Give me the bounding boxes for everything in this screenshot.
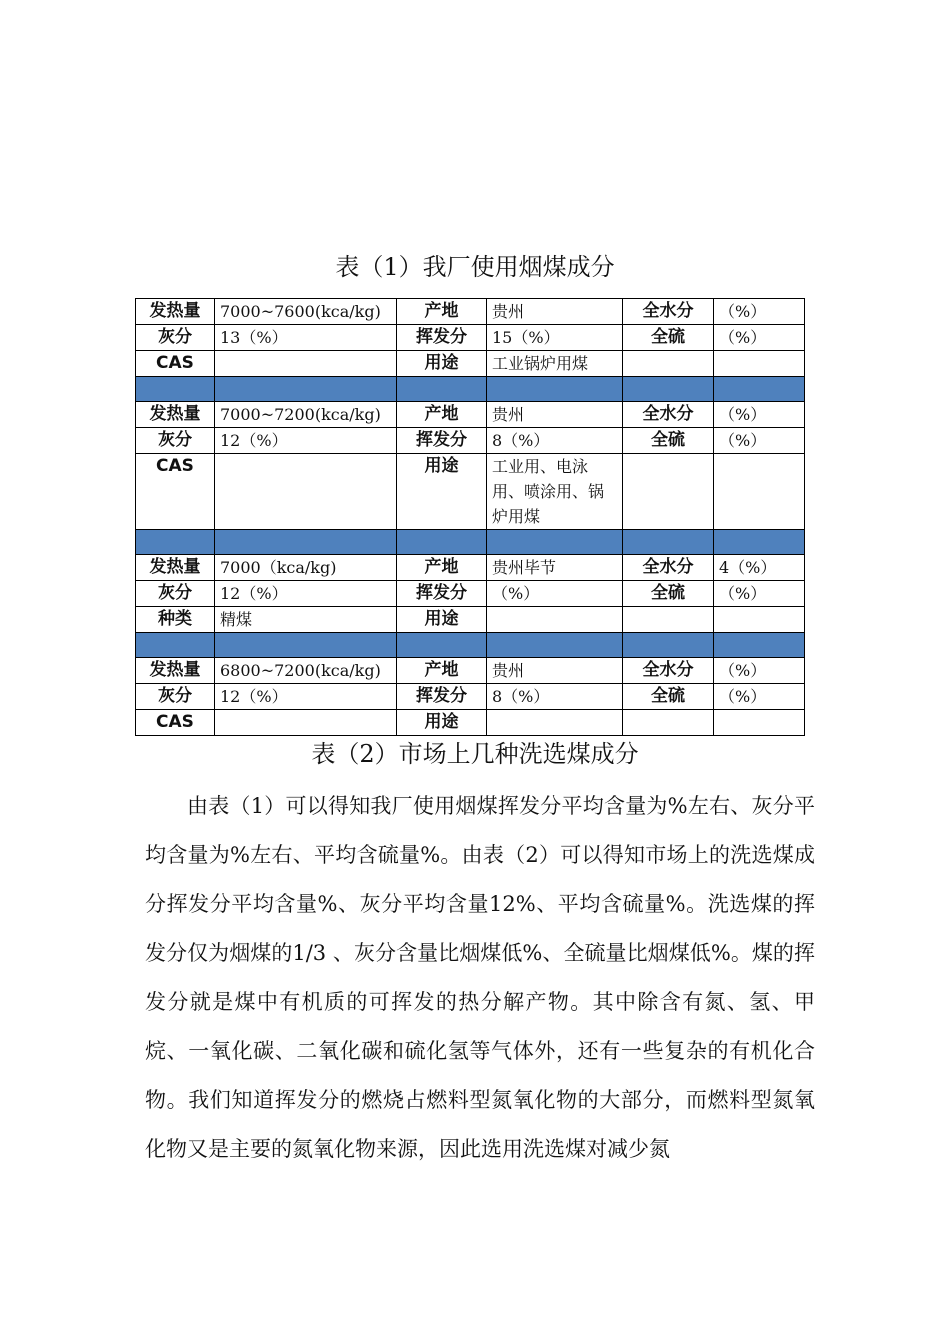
key-cell: 灰分 — [136, 684, 215, 710]
table-row — [136, 351, 805, 377]
value-cell — [714, 351, 805, 377]
table-row — [136, 555, 805, 581]
value-cell: 6800~7200(kca/kg) — [215, 658, 397, 684]
value-cell: 12（%） — [215, 428, 397, 454]
key-cell: 用途 — [397, 607, 487, 633]
value-cell — [215, 710, 397, 736]
separator-cell — [136, 377, 215, 402]
separator-cell — [397, 377, 487, 402]
value-cell — [215, 351, 397, 377]
key-cell: 产地 — [397, 658, 487, 684]
value-cell — [714, 710, 805, 736]
table-row — [136, 684, 805, 710]
key-cell: CAS — [136, 454, 215, 530]
separator-cell — [714, 530, 805, 555]
value-cell: （%） — [714, 402, 805, 428]
key-cell: 产地 — [397, 402, 487, 428]
separator-cell — [487, 633, 623, 658]
key-cell: 全硫 — [623, 581, 714, 607]
separator-cell — [136, 633, 215, 658]
value-cell: 8（%） — [487, 428, 623, 454]
separator-cell — [623, 530, 714, 555]
separator-cell — [714, 633, 805, 658]
separator-cell — [487, 530, 623, 555]
value-cell: 贵州毕节 — [487, 555, 623, 581]
separator-cell — [215, 377, 397, 402]
separator-cell — [397, 633, 487, 658]
value-cell: 贵州 — [487, 402, 623, 428]
separator-cell — [714, 377, 805, 402]
table-row — [136, 325, 805, 351]
separator-cell — [623, 633, 714, 658]
value-cell: 13（%） — [215, 325, 397, 351]
separator-cell — [215, 530, 397, 555]
value-cell — [487, 607, 623, 633]
key-cell: 灰分 — [136, 325, 215, 351]
separator-cell — [487, 377, 623, 402]
table-row — [136, 299, 805, 325]
table-row — [136, 658, 805, 684]
table-row — [136, 607, 805, 633]
table1-title: 表（1）我厂使用烟煤成分 — [335, 253, 615, 281]
key-cell: 全水分 — [623, 299, 714, 325]
key-cell: 挥发分 — [397, 325, 487, 351]
value-cell — [714, 454, 805, 530]
key-cell: 全硫 — [623, 428, 714, 454]
key-cell: 全硫 — [623, 684, 714, 710]
value-cell: （%） — [714, 299, 805, 325]
table-row — [136, 428, 805, 454]
key-cell — [623, 351, 714, 377]
value-cell: 贵州 — [487, 658, 623, 684]
value-cell: 15（%） — [487, 325, 623, 351]
key-cell: 挥发分 — [397, 428, 487, 454]
key-cell: CAS — [136, 710, 215, 736]
table-row — [136, 581, 805, 607]
value-cell: （%） — [714, 581, 805, 607]
separator-cell — [136, 530, 215, 555]
key-cell: 发热量 — [136, 299, 215, 325]
key-cell: 发热量 — [136, 555, 215, 581]
value-cell: 7000（kca/kg) — [215, 555, 397, 581]
coal-composition-table — [135, 298, 805, 736]
key-cell: 产地 — [397, 555, 487, 581]
key-cell: 发热量 — [136, 402, 215, 428]
value-cell: 8（%） — [487, 684, 623, 710]
value-cell: 7000~7200(kca/kg) — [215, 402, 397, 428]
value-cell: 12（%） — [215, 684, 397, 710]
separator-cell — [215, 633, 397, 658]
key-cell: 全水分 — [623, 658, 714, 684]
key-cell: 用途 — [397, 710, 487, 736]
table-row — [136, 402, 805, 428]
key-cell: 全水分 — [623, 555, 714, 581]
value-cell: （%） — [714, 684, 805, 710]
key-cell: 挥发分 — [397, 581, 487, 607]
key-cell: 灰分 — [136, 428, 215, 454]
value-cell: 精煤 — [215, 607, 397, 633]
key-cell — [623, 607, 714, 633]
value-cell — [714, 607, 805, 633]
key-cell: 种类 — [136, 607, 215, 633]
value-cell: （%） — [714, 658, 805, 684]
value-cell: 7000~7600(kca/kg) — [215, 299, 397, 325]
value-cell — [215, 454, 397, 530]
separator-row — [136, 530, 805, 555]
table-row — [136, 454, 805, 530]
body-paragraph: 由表（1）可以得知我厂使用烟煤挥发分平均含量为%左右、灰分平均含量为%左右、平均含硫量%。由表（2）可以得知市场上的洗选煤成分挥发分平均含量%、灰分平均含量12%、平均含硫量%。洗选煤的挥发分仅为烟煤的1/3 、灰分含量比烟煤低%、全硫量比烟煤低%。煤的挥发分就是煤中有机质的可挥发的热分解产物。其中除含有氮、氢、甲烷、一氧化碳、二氧化碳和硫化氢等气体外，还有一些复杂的有机化合物。我们知道挥发分的燃烧占燃料型氮氧化物的大部分，而燃料型氮氧化物又是主要的氮氧化物来源，因此选用洗选煤对减少氮 — [145, 794, 815, 1161]
value-cell: 贵州 — [487, 299, 623, 325]
table-row — [136, 710, 805, 736]
value-cell: 工业锅炉用煤 — [487, 351, 623, 377]
separator-row — [136, 633, 805, 658]
key-cell: 全水分 — [623, 402, 714, 428]
value-cell: 工业用、电泳用、喷涂用、锅炉用煤 — [487, 454, 623, 530]
key-cell: 全硫 — [623, 325, 714, 351]
key-cell: 用途 — [397, 454, 487, 530]
key-cell: 挥发分 — [397, 684, 487, 710]
value-cell: （%） — [714, 428, 805, 454]
separator-cell — [397, 530, 487, 555]
key-cell: 灰分 — [136, 581, 215, 607]
key-cell: 发热量 — [136, 658, 215, 684]
key-cell: CAS — [136, 351, 215, 377]
key-cell: 产地 — [397, 299, 487, 325]
key-cell — [623, 710, 714, 736]
value-cell: 4（%） — [714, 555, 805, 581]
separator-cell — [623, 377, 714, 402]
key-cell — [623, 454, 714, 530]
table2-title: 表（2）市场上几种洗选煤成分 — [311, 740, 639, 768]
key-cell: 用途 — [397, 351, 487, 377]
value-cell: 12（%） — [215, 581, 397, 607]
separator-row — [136, 377, 805, 402]
value-cell: （%） — [714, 325, 805, 351]
value-cell — [487, 710, 623, 736]
value-cell: （%） — [487, 581, 623, 607]
